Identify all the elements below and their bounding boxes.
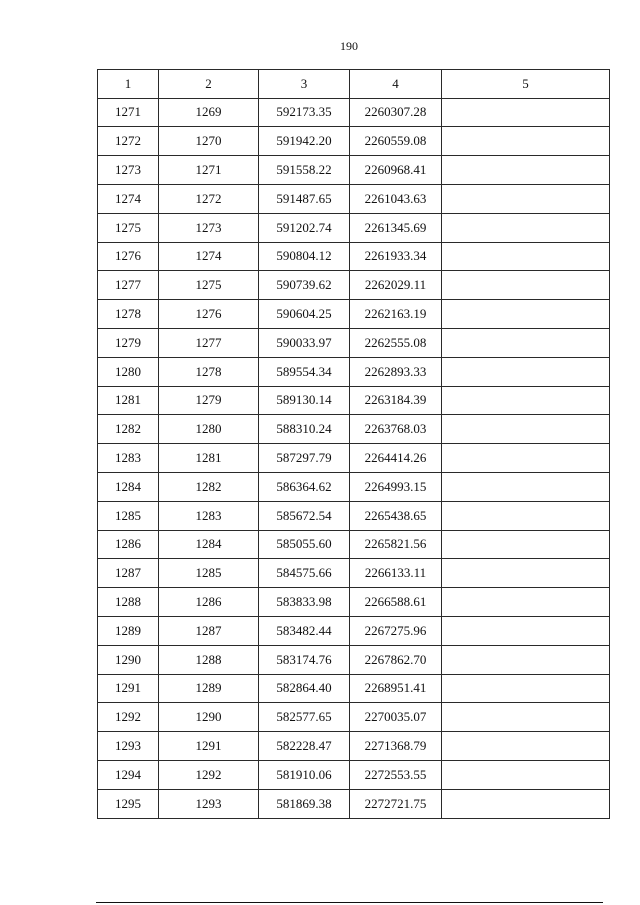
table-row (98, 328, 610, 357)
table-cell-col-4: 2262893.33 (350, 357, 442, 386)
table-cell-col-4: 2267275.96 (350, 616, 442, 645)
table-cell-col-5 (442, 156, 610, 185)
table-cell-col-3: 590604.25 (259, 300, 350, 329)
column-header-5: 5 (442, 70, 610, 99)
table-cell-col-5 (442, 760, 610, 789)
table-cell-col-3: 581869.38 (259, 789, 350, 818)
table-cell-col-3: 587297.79 (259, 444, 350, 473)
table-cell-col-5 (442, 386, 610, 415)
table-cell-col-5 (442, 645, 610, 674)
table-cell-col-3: 589130.14 (259, 386, 350, 415)
table-cell-col-5 (442, 271, 610, 300)
table-cell-col-1: 1285 (98, 501, 159, 530)
table-cell-col-5 (442, 674, 610, 703)
table-cell-col-5 (442, 357, 610, 386)
table-cell-col-4: 2266588.61 (350, 588, 442, 617)
table-cell-col-2: 1292 (159, 760, 259, 789)
table-cell-col-1: 1291 (98, 674, 159, 703)
table-row (98, 732, 610, 761)
table-cell-col-4: 2262163.19 (350, 300, 442, 329)
table-cell-col-2: 1283 (159, 501, 259, 530)
table-cell-col-4: 2264993.15 (350, 472, 442, 501)
table-cell-col-2: 1282 (159, 472, 259, 501)
table-row (98, 501, 610, 530)
table-cell-col-2: 1269 (159, 98, 259, 127)
table-cell-col-4: 2261345.69 (350, 213, 442, 242)
table-cell-col-3: 591487.65 (259, 184, 350, 213)
table-row (98, 127, 610, 156)
table-cell-col-3: 582864.40 (259, 674, 350, 703)
table-row (98, 789, 610, 818)
table-cell-col-4: 2263768.03 (350, 415, 442, 444)
table-cell-col-1: 1294 (98, 760, 159, 789)
table-cell-col-1: 1289 (98, 616, 159, 645)
table-cell-col-1: 1281 (98, 386, 159, 415)
table-row (98, 760, 610, 789)
table-cell-col-5 (442, 703, 610, 732)
table-cell-col-2: 1279 (159, 386, 259, 415)
table-cell-col-1: 1275 (98, 213, 159, 242)
table-cell-col-4: 2261043.63 (350, 184, 442, 213)
table-row (98, 444, 610, 473)
column-header-3: 3 (259, 70, 350, 99)
table-cell-col-5 (442, 328, 610, 357)
table-cell-col-2: 1291 (159, 732, 259, 761)
table-cell-col-1: 1271 (98, 98, 159, 127)
table-cell-col-4: 2262555.08 (350, 328, 442, 357)
table-cell-col-3: 585055.60 (259, 530, 350, 559)
table-cell-col-5 (442, 732, 610, 761)
table-cell-col-4: 2262029.11 (350, 271, 442, 300)
table-cell-col-2: 1289 (159, 674, 259, 703)
table-cell-col-4: 2265438.65 (350, 501, 442, 530)
table-cell-col-4: 2267862.70 (350, 645, 442, 674)
table-header-row (98, 70, 610, 99)
table-cell-col-2: 1271 (159, 156, 259, 185)
table-cell-col-4: 2260307.28 (350, 98, 442, 127)
table-cell-col-5 (442, 559, 610, 588)
table-cell-col-2: 1290 (159, 703, 259, 732)
table-cell-col-2: 1275 (159, 271, 259, 300)
table-row (98, 645, 610, 674)
table-cell-col-2: 1277 (159, 328, 259, 357)
column-header-2: 2 (159, 70, 259, 99)
table-cell-col-3: 583482.44 (259, 616, 350, 645)
table-cell-col-3: 581910.06 (259, 760, 350, 789)
table-cell-col-2: 1270 (159, 127, 259, 156)
table-row (98, 588, 610, 617)
table-row (98, 472, 610, 501)
table-cell-col-5 (442, 789, 610, 818)
table-cell-col-5 (442, 184, 610, 213)
table-cell-col-3: 589554.34 (259, 357, 350, 386)
table-cell-col-5 (442, 616, 610, 645)
table-cell-col-3: 586364.62 (259, 472, 350, 501)
table-row (98, 674, 610, 703)
table-row (98, 98, 610, 127)
page-number: 190 (340, 39, 358, 53)
table-cell-col-2: 1284 (159, 530, 259, 559)
table-cell-col-3: 583174.76 (259, 645, 350, 674)
table-row (98, 616, 610, 645)
table-row (98, 156, 610, 185)
table-row (98, 415, 610, 444)
table-cell-col-5 (442, 415, 610, 444)
table-row (98, 213, 610, 242)
table-cell-col-1: 1280 (98, 357, 159, 386)
table-cell-col-4: 2264414.26 (350, 444, 442, 473)
table-cell-col-2: 1280 (159, 415, 259, 444)
table-cell-col-5 (442, 242, 610, 271)
table-cell-col-3: 590033.97 (259, 328, 350, 357)
table-cell-col-3: 588310.24 (259, 415, 350, 444)
table-cell-col-1: 1290 (98, 645, 159, 674)
table-cell-col-2: 1274 (159, 242, 259, 271)
table-cell-col-1: 1286 (98, 530, 159, 559)
table-cell-col-1: 1283 (98, 444, 159, 473)
table-cell-col-3: 591202.74 (259, 213, 350, 242)
table-row (98, 386, 610, 415)
table-cell-col-2: 1286 (159, 588, 259, 617)
table-cell-col-5 (442, 98, 610, 127)
table-cell-col-2: 1276 (159, 300, 259, 329)
table-cell-col-5 (442, 588, 610, 617)
table-cell-col-2: 1287 (159, 616, 259, 645)
table-row (98, 184, 610, 213)
table-cell-col-1: 1278 (98, 300, 159, 329)
table-cell-col-4: 2268951.41 (350, 674, 442, 703)
table-cell-col-4: 2261933.34 (350, 242, 442, 271)
table-cell-col-1: 1292 (98, 703, 159, 732)
table-cell-col-4: 2272721.75 (350, 789, 442, 818)
table-cell-col-4: 2260968.41 (350, 156, 442, 185)
table-cell-col-3: 592173.35 (259, 98, 350, 127)
table-cell-col-3: 583833.98 (259, 588, 350, 617)
table-cell-col-5 (442, 530, 610, 559)
table-cell-col-5 (442, 300, 610, 329)
table-row (98, 559, 610, 588)
table-cell-col-4: 2272553.55 (350, 760, 442, 789)
table-cell-col-1: 1274 (98, 184, 159, 213)
table-cell-col-5 (442, 127, 610, 156)
table-body (98, 98, 610, 818)
table-row (98, 530, 610, 559)
table-cell-col-1: 1284 (98, 472, 159, 501)
table-row (98, 271, 610, 300)
table-cell-col-5 (442, 472, 610, 501)
table-cell-col-4: 2265821.56 (350, 530, 442, 559)
table-cell-col-4: 2266133.11 (350, 559, 442, 588)
coordinates-table (97, 69, 610, 819)
table-cell-col-2: 1273 (159, 213, 259, 242)
table-cell-col-3: 590739.62 (259, 271, 350, 300)
table-cell-col-2: 1288 (159, 645, 259, 674)
footer-rule (96, 902, 603, 903)
column-header-4: 4 (350, 70, 442, 99)
table-cell-col-1: 1277 (98, 271, 159, 300)
column-header-1: 1 (98, 70, 159, 99)
table-cell-col-5 (442, 444, 610, 473)
table-cell-col-2: 1281 (159, 444, 259, 473)
table-cell-col-3: 582228.47 (259, 732, 350, 761)
table-cell-col-3: 582577.65 (259, 703, 350, 732)
table-cell-col-2: 1272 (159, 184, 259, 213)
table-cell-col-1: 1295 (98, 789, 159, 818)
table-row (98, 300, 610, 329)
table-cell-col-1: 1288 (98, 588, 159, 617)
table-cell-col-1: 1273 (98, 156, 159, 185)
table-cell-col-3: 584575.66 (259, 559, 350, 588)
table-cell-col-3: 590804.12 (259, 242, 350, 271)
table-row (98, 357, 610, 386)
table-cell-col-1: 1272 (98, 127, 159, 156)
table-cell-col-5 (442, 501, 610, 530)
table-cell-col-2: 1285 (159, 559, 259, 588)
table-cell-col-4: 2270035.07 (350, 703, 442, 732)
table-cell-col-4: 2263184.39 (350, 386, 442, 415)
table-cell-col-1: 1293 (98, 732, 159, 761)
table-cell-col-1: 1276 (98, 242, 159, 271)
table-cell-col-3: 591942.20 (259, 127, 350, 156)
table-row (98, 703, 610, 732)
table-cell-col-2: 1278 (159, 357, 259, 386)
table-cell-col-4: 2260559.08 (350, 127, 442, 156)
table-cell-col-1: 1282 (98, 415, 159, 444)
table-cell-col-3: 591558.22 (259, 156, 350, 185)
table-cell-col-5 (442, 213, 610, 242)
table-cell-col-4: 2271368.79 (350, 732, 442, 761)
table-cell-col-3: 585672.54 (259, 501, 350, 530)
table-row (98, 242, 610, 271)
table-cell-col-2: 1293 (159, 789, 259, 818)
table-cell-col-1: 1279 (98, 328, 159, 357)
table-cell-col-1: 1287 (98, 559, 159, 588)
